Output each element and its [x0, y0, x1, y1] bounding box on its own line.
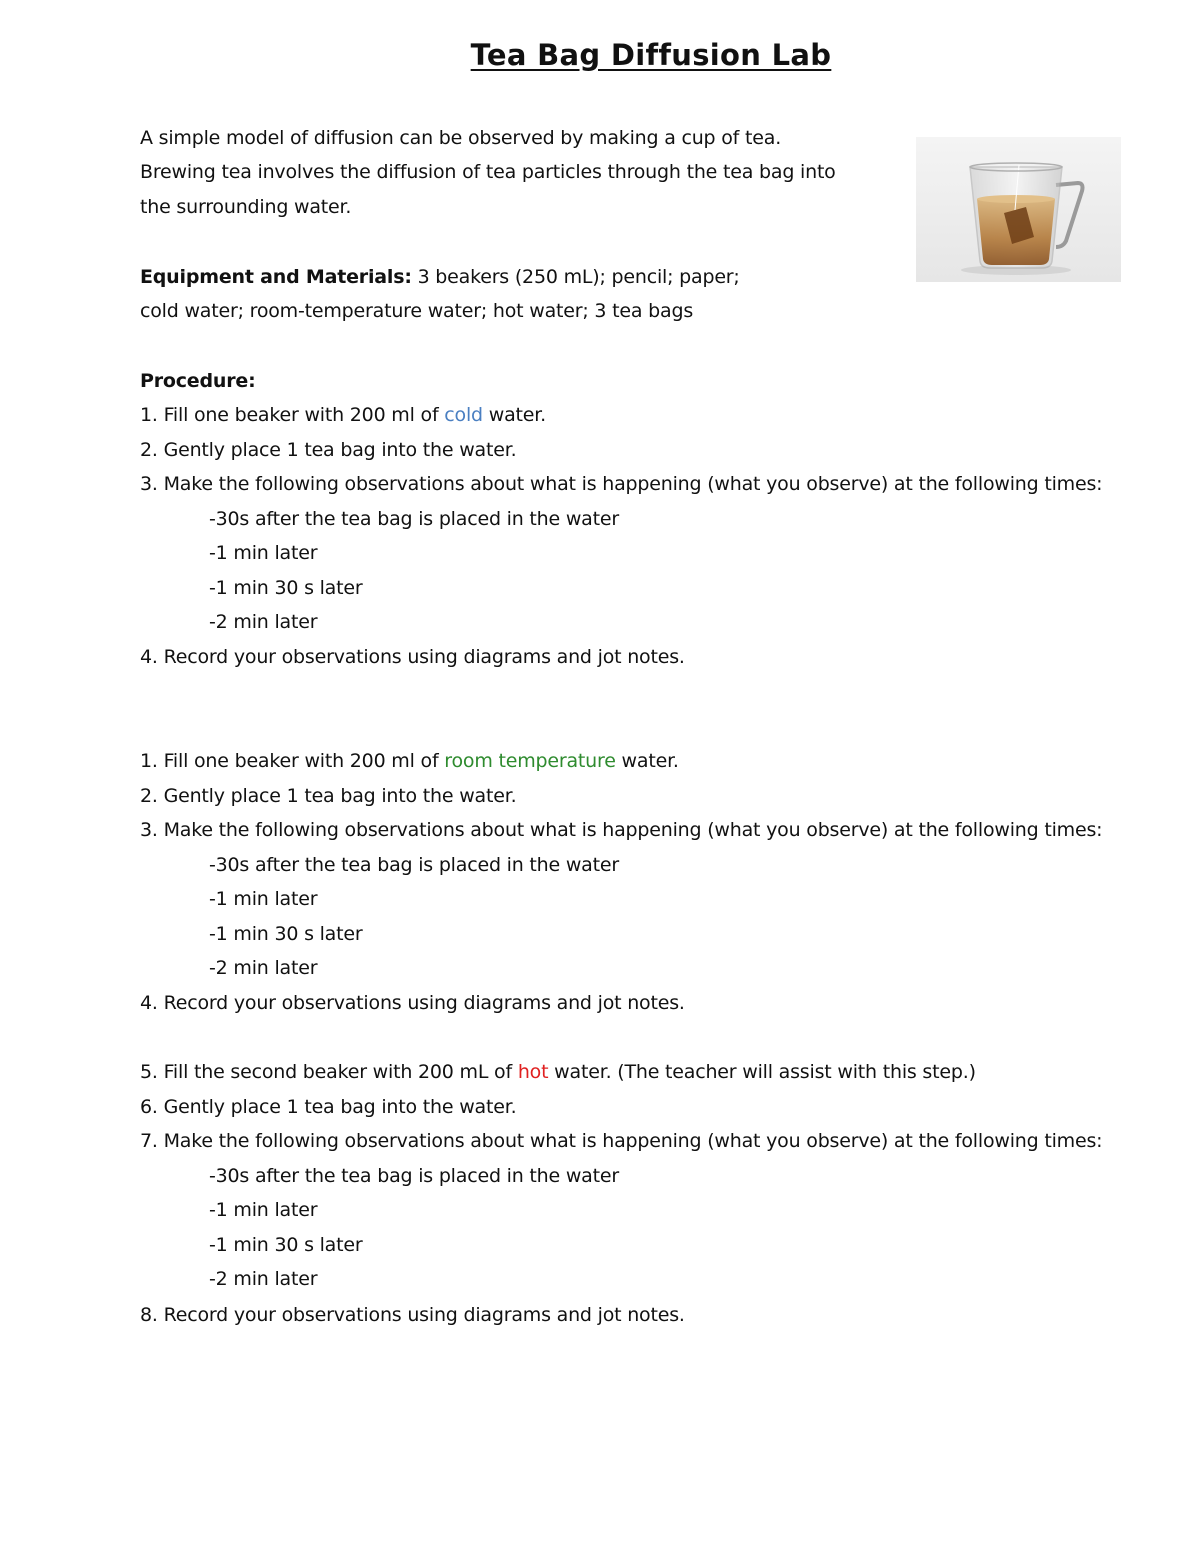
hot-word: hot: [517, 1061, 549, 1083]
room-time-2: -1 min later: [209, 888, 318, 910]
cold-time-2: -1 min later: [209, 542, 318, 564]
room-step-2: 2. Gently place 1 tea bag into the water.: [140, 785, 517, 807]
cold-time-4: -2 min later: [209, 611, 318, 633]
room-time-1: -30s after the tea bag is placed in the water: [209, 854, 619, 876]
intro-line-1: A simple model of diffusion can be observed by making a cup of tea.: [140, 127, 782, 149]
hot-step-5-pre: 5. Fill the second beaker with 200 mL of: [140, 1061, 518, 1083]
room-step-1-post: water.: [615, 750, 679, 772]
tea-cup-icon: [916, 137, 1121, 282]
equipment-line-2: cold water; room-temperature water; hot water; 3 tea bags: [140, 300, 694, 322]
hot-step-5-post: water. (The teacher will assist with this step.): [548, 1061, 976, 1083]
equipment-label: Equipment and Materials:: [140, 266, 412, 288]
hot-step-8: 8. Record your observations using diagrams and jot notes.: [140, 1304, 685, 1326]
hot-step-7: 7. Make the following observations about what is happening (what you observe) at the following times:: [140, 1130, 1103, 1152]
room-time-4: -2 min later: [209, 957, 318, 979]
hot-time-4: -2 min later: [209, 1268, 318, 1290]
tea-cup-photo: [916, 137, 1121, 282]
cold-time-1: -30s after the tea bag is placed in the water: [209, 508, 619, 530]
cold-word: cold: [444, 404, 483, 426]
equipment-line-1: [140, 266, 740, 288]
procedure-label: Procedure:: [140, 370, 256, 392]
cold-step-3: 3. Make the following observations about what is happening (what you observe) at the following times:: [140, 473, 1103, 495]
room-time-3: -1 min 30 s later: [209, 923, 363, 945]
cold-step-1-post: water.: [482, 404, 546, 426]
room-step-3: 3. Make the following observations about what is happening (what you observe) at the following times:: [140, 819, 1103, 841]
hot-step-6: 6. Gently place 1 tea bag into the water.: [140, 1096, 517, 1118]
intro-line-2: Brewing tea involves the diffusion of tea particles through the tea bag into: [140, 161, 836, 183]
cold-step-4: 4. Record your observations using diagrams and jot notes.: [140, 646, 685, 668]
equipment-text-1: 3 beakers (250 mL); pencil; paper;: [417, 266, 740, 288]
intro-line-3: the surrounding water.: [140, 196, 352, 218]
room-step-4: 4. Record your observations using diagrams and jot notes.: [140, 992, 685, 1014]
hot-time-3: -1 min 30 s later: [209, 1234, 363, 1256]
hot-time-2: -1 min later: [209, 1199, 318, 1221]
room-step-1-pre: 1. Fill one beaker with 200 ml of: [140, 750, 445, 772]
hot-step-5: [140, 1061, 976, 1083]
cold-step-1: [140, 404, 546, 426]
room-word: room temperature: [444, 750, 616, 772]
cold-time-3: -1 min 30 s later: [209, 577, 363, 599]
page-title: Tea Bag Diffusion Lab: [470, 38, 832, 72]
room-step-1: [140, 750, 679, 772]
hot-time-1: -30s after the tea bag is placed in the water: [209, 1165, 619, 1187]
cold-step-1-pre: 1. Fill one beaker with 200 ml of: [140, 404, 445, 426]
cold-step-2: 2. Gently place 1 tea bag into the water.: [140, 439, 517, 461]
